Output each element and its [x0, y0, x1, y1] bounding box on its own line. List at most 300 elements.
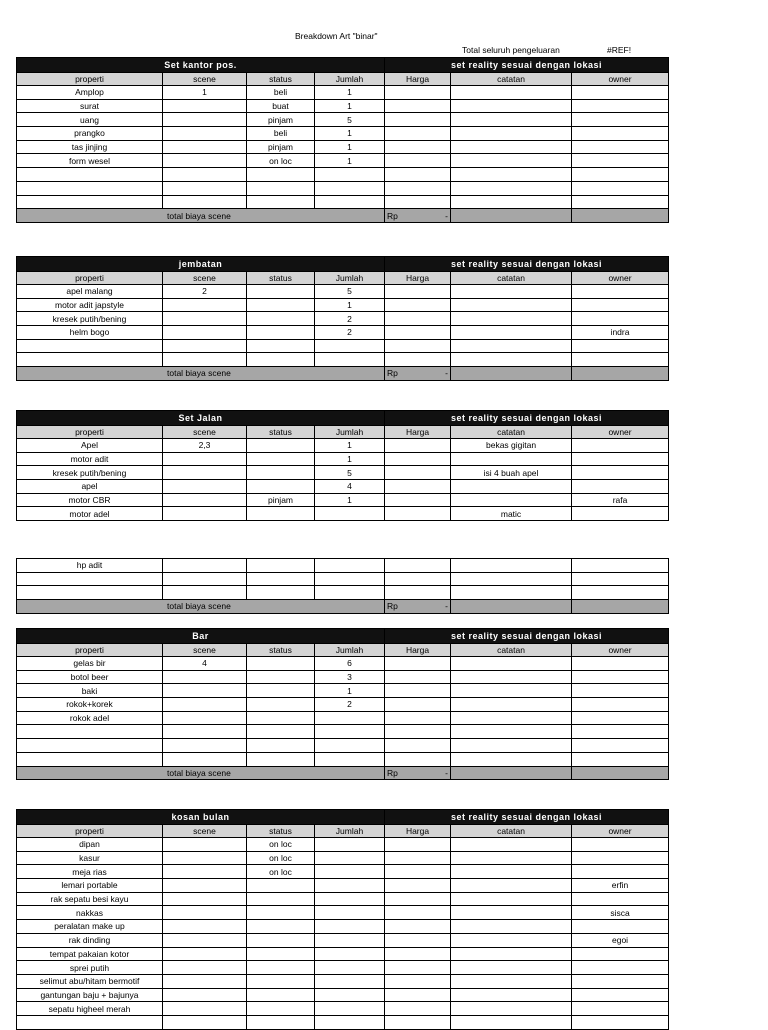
table-cell — [385, 312, 451, 326]
column-header: owner — [572, 426, 669, 439]
table-cell — [451, 920, 572, 934]
table-cell: baki — [17, 684, 163, 698]
table-row — [17, 739, 669, 753]
table-cell — [572, 684, 669, 698]
table-cell: nakkas — [17, 906, 163, 920]
table-cell — [572, 698, 669, 712]
amount-value: - — [445, 767, 449, 778]
table-cell — [572, 586, 669, 600]
table-cell — [247, 480, 315, 494]
table-cell: form wesel — [17, 154, 163, 168]
table-cell: kresek putih/bening — [17, 466, 163, 480]
table-cell — [451, 947, 572, 961]
reality-header: set reality sesuai dengan lokasi — [385, 411, 669, 426]
table-cell — [247, 298, 315, 312]
table-cell — [247, 657, 315, 671]
table-cell — [315, 974, 385, 988]
table-cell — [315, 739, 385, 753]
table-row — [17, 947, 669, 961]
table-cell: 1 — [315, 86, 385, 100]
column-header: Jumlah — [315, 272, 385, 285]
table-row — [17, 113, 669, 127]
table-cell — [385, 1002, 451, 1016]
table-cell — [247, 974, 315, 988]
table-cell: pinjam — [247, 140, 315, 154]
section-table — [16, 809, 669, 1030]
table-cell — [247, 752, 315, 766]
table-cell — [451, 154, 572, 168]
table-row — [17, 559, 669, 573]
table-cell: surat — [17, 99, 163, 113]
column-header: catatan — [451, 825, 572, 838]
table-cell — [572, 452, 669, 466]
amount-value: - — [445, 210, 449, 221]
table-cell: helm bogo — [17, 326, 163, 340]
table-cell: buat — [247, 99, 315, 113]
section-header-row — [17, 810, 669, 825]
table-cell — [572, 711, 669, 725]
column-header: Jumlah — [315, 73, 385, 86]
section-name: Set kantor pos. — [17, 58, 385, 73]
table-cell — [163, 181, 247, 195]
table-row — [17, 879, 669, 893]
table-cell — [572, 988, 669, 1002]
table-cell — [163, 920, 247, 934]
table-cell — [451, 353, 572, 367]
table-cell — [572, 947, 669, 961]
table-row — [17, 961, 669, 975]
table-row — [17, 698, 669, 712]
table-cell — [451, 1002, 572, 1016]
table-cell: rafa — [572, 493, 669, 507]
table-cell — [451, 879, 572, 893]
table-cell — [247, 168, 315, 182]
table-cell — [451, 168, 572, 182]
column-header-row — [17, 272, 669, 285]
table-row — [17, 99, 669, 113]
table-cell — [451, 312, 572, 326]
table-row — [17, 725, 669, 739]
table-cell — [315, 339, 385, 353]
table-cell — [163, 947, 247, 961]
table-cell — [315, 1002, 385, 1016]
table-cell — [315, 752, 385, 766]
table-cell — [385, 988, 451, 1002]
table-cell — [385, 711, 451, 725]
table-cell: Apel — [17, 439, 163, 453]
table-row — [17, 353, 669, 367]
table-cell — [315, 865, 385, 879]
table-cell — [247, 439, 315, 453]
table-cell — [247, 739, 315, 753]
table-cell: 5 — [315, 285, 385, 299]
table-cell — [17, 586, 163, 600]
table-cell — [247, 670, 315, 684]
document-title: Breakdown Art "binar" — [295, 31, 378, 41]
table-cell — [315, 906, 385, 920]
table-cell: 1 — [315, 439, 385, 453]
table-cell: tempat pakaian kotor — [17, 947, 163, 961]
table-cell — [247, 285, 315, 299]
table-cell — [385, 168, 451, 182]
table-cell — [163, 195, 247, 209]
table-cell — [247, 181, 315, 195]
table-cell — [451, 209, 572, 223]
table-cell — [451, 684, 572, 698]
rp-cell — [385, 766, 451, 780]
table-cell — [451, 181, 572, 195]
table-cell — [451, 739, 572, 753]
table-cell — [385, 181, 451, 195]
table-row — [17, 439, 669, 453]
column-header: scene — [163, 644, 247, 657]
table-row — [17, 168, 669, 182]
table-row — [17, 670, 669, 684]
table-cell: 1 — [315, 493, 385, 507]
table-cell — [385, 154, 451, 168]
currency-label: Rp — [387, 368, 398, 379]
table-cell: motor adit — [17, 452, 163, 466]
table-row — [17, 507, 669, 521]
column-header: properti — [17, 73, 163, 86]
table-cell — [385, 493, 451, 507]
table-cell — [163, 312, 247, 326]
column-header: properti — [17, 426, 163, 439]
currency-label: Rp — [387, 210, 398, 221]
table-cell — [451, 865, 572, 879]
table-cell — [572, 113, 669, 127]
table-cell — [572, 154, 669, 168]
table-cell — [451, 600, 572, 614]
table-cell — [572, 1002, 669, 1016]
table-cell — [163, 572, 247, 586]
table-row — [17, 466, 669, 480]
table-cell: tas jinjing — [17, 140, 163, 154]
table-cell — [163, 851, 247, 865]
table-cell — [17, 739, 163, 753]
column-header: Jumlah — [315, 825, 385, 838]
table-row — [17, 154, 669, 168]
column-header: owner — [572, 73, 669, 86]
table-row — [17, 298, 669, 312]
table-cell — [385, 466, 451, 480]
table-cell — [385, 140, 451, 154]
table-row — [17, 572, 669, 586]
table-cell — [247, 698, 315, 712]
table-cell — [451, 140, 572, 154]
table-cell — [163, 988, 247, 1002]
table-cell — [572, 439, 669, 453]
table-cell — [17, 168, 163, 182]
table-row — [17, 195, 669, 209]
table-row — [17, 312, 669, 326]
table-cell — [385, 559, 451, 573]
table-cell: 2,3 — [163, 439, 247, 453]
table-cell — [451, 851, 572, 865]
table-cell — [385, 1015, 451, 1029]
table-cell: egoi — [572, 933, 669, 947]
rp-cell — [385, 600, 451, 614]
table-cell — [163, 725, 247, 739]
table-cell: rak sepatu besi kayu — [17, 892, 163, 906]
table-cell: gelas bir — [17, 657, 163, 671]
table-row — [17, 181, 669, 195]
table-cell — [572, 466, 669, 480]
column-header: properti — [17, 825, 163, 838]
table-cell — [451, 113, 572, 127]
table-cell — [572, 168, 669, 182]
table-cell: 2 — [163, 285, 247, 299]
table-cell — [315, 1015, 385, 1029]
table-cell — [572, 339, 669, 353]
table-cell — [163, 1015, 247, 1029]
table-cell: beli — [247, 127, 315, 141]
table-cell — [315, 851, 385, 865]
table-cell — [163, 698, 247, 712]
table-cell — [451, 1015, 572, 1029]
total-expense-value: #REF! — [607, 45, 632, 55]
table-cell — [247, 1002, 315, 1016]
section-name: kosan bulan — [17, 810, 385, 825]
table-cell: sepatu higheel merah — [17, 1002, 163, 1016]
table-cell — [451, 298, 572, 312]
table-cell — [451, 974, 572, 988]
table-row — [17, 838, 669, 852]
table-cell — [163, 739, 247, 753]
table-cell — [572, 507, 669, 521]
table-cell — [163, 879, 247, 893]
table-cell — [385, 670, 451, 684]
table-cell: rokok adel — [17, 711, 163, 725]
table-cell: selimut abu/hitam bermotif — [17, 974, 163, 988]
table-cell — [451, 493, 572, 507]
table-cell — [385, 865, 451, 879]
table-cell — [385, 892, 451, 906]
table-cell — [163, 353, 247, 367]
table-cell — [451, 285, 572, 299]
table-cell — [572, 670, 669, 684]
column-header: catatan — [451, 426, 572, 439]
table-cell — [163, 892, 247, 906]
section-name: Bar — [17, 629, 385, 644]
column-header: scene — [163, 825, 247, 838]
table-cell — [451, 988, 572, 1002]
table-cell — [315, 195, 385, 209]
table-cell: dipan — [17, 838, 163, 852]
table-cell — [385, 99, 451, 113]
table-cell — [315, 920, 385, 934]
table-row — [17, 906, 669, 920]
table-cell — [451, 326, 572, 340]
table-cell — [385, 285, 451, 299]
table-cell — [572, 285, 669, 299]
column-header: status — [247, 644, 315, 657]
table-cell — [385, 725, 451, 739]
table-cell — [17, 181, 163, 195]
section-table — [16, 558, 669, 614]
column-header: properti — [17, 272, 163, 285]
table-cell — [163, 1002, 247, 1016]
table-row — [17, 933, 669, 947]
table-cell — [315, 181, 385, 195]
table-cell — [385, 113, 451, 127]
table-cell — [247, 339, 315, 353]
table-cell — [385, 739, 451, 753]
table-cell — [385, 298, 451, 312]
table-cell — [572, 209, 669, 223]
table-cell — [451, 670, 572, 684]
table-cell: sisca — [572, 906, 669, 920]
table-cell — [572, 181, 669, 195]
table-cell — [572, 920, 669, 934]
table-row — [17, 452, 669, 466]
table-cell — [163, 865, 247, 879]
table-cell — [247, 586, 315, 600]
table-cell — [385, 879, 451, 893]
table-cell — [572, 86, 669, 100]
column-header: owner — [572, 272, 669, 285]
table-cell: prangko — [17, 127, 163, 141]
table-cell — [385, 195, 451, 209]
table-cell: erfin — [572, 879, 669, 893]
table-cell — [315, 725, 385, 739]
table-cell: 1 — [315, 154, 385, 168]
table-cell: isi 4 buah apel — [451, 466, 572, 480]
table-cell — [163, 154, 247, 168]
table-row — [17, 684, 669, 698]
table-row — [17, 865, 669, 879]
table-cell — [385, 947, 451, 961]
amount-value: - — [445, 368, 449, 379]
table-row — [17, 851, 669, 865]
table-cell — [451, 452, 572, 466]
table-cell — [163, 298, 247, 312]
table-cell — [572, 140, 669, 154]
table-cell — [163, 684, 247, 698]
table-row — [17, 326, 669, 340]
table-cell — [451, 559, 572, 573]
table-cell: on loc — [247, 851, 315, 865]
table-cell — [451, 838, 572, 852]
table-row — [17, 892, 669, 906]
table-cell — [315, 168, 385, 182]
table-cell — [451, 892, 572, 906]
table-cell — [247, 452, 315, 466]
table-cell — [385, 586, 451, 600]
table-cell — [17, 353, 163, 367]
table-cell — [572, 739, 669, 753]
table-cell — [163, 961, 247, 975]
table-cell — [247, 684, 315, 698]
table-cell — [315, 507, 385, 521]
column-header: catatan — [451, 73, 572, 86]
table-cell: 2 — [315, 698, 385, 712]
table-cell: motor adel — [17, 507, 163, 521]
table-row — [17, 1015, 669, 1029]
table-cell: matic — [451, 507, 572, 521]
section-table — [16, 628, 669, 780]
table-cell — [451, 586, 572, 600]
table-cell — [163, 493, 247, 507]
table-cell — [247, 711, 315, 725]
table-cell — [163, 113, 247, 127]
table-cell: on loc — [247, 865, 315, 879]
table-cell: beli — [247, 86, 315, 100]
reality-header: set reality sesuai dengan lokasi — [385, 810, 669, 825]
column-header: owner — [572, 825, 669, 838]
table-cell — [163, 906, 247, 920]
column-header: Jumlah — [315, 644, 385, 657]
table-cell — [385, 974, 451, 988]
table-cell: meja rias — [17, 865, 163, 879]
table-cell — [451, 961, 572, 975]
table-cell — [385, 657, 451, 671]
table-cell — [17, 195, 163, 209]
table-cell: 1 — [315, 452, 385, 466]
table-cell: 6 — [315, 657, 385, 671]
table-cell: 1 — [315, 298, 385, 312]
table-cell — [247, 892, 315, 906]
reality-header: set reality sesuai dengan lokasi — [385, 257, 669, 272]
table-row — [17, 339, 669, 353]
table-cell — [163, 974, 247, 988]
column-header: catatan — [451, 644, 572, 657]
table-cell — [572, 838, 669, 852]
table-cell — [163, 326, 247, 340]
table-cell — [451, 339, 572, 353]
column-header-row — [17, 825, 669, 838]
table-cell: 5 — [315, 466, 385, 480]
total-label-cell: total biaya scene — [17, 367, 385, 381]
column-header: scene — [163, 272, 247, 285]
table-cell — [163, 339, 247, 353]
table-cell — [163, 507, 247, 521]
table-cell — [451, 933, 572, 947]
section-table — [16, 57, 669, 223]
table-cell: rak dinding — [17, 933, 163, 947]
section-name: Set Jalan — [17, 411, 385, 426]
table-cell: kresek putih/bening — [17, 312, 163, 326]
table-cell — [572, 195, 669, 209]
table-cell — [315, 988, 385, 1002]
table-row — [17, 493, 669, 507]
table-cell: pinjam — [247, 493, 315, 507]
currency-label: Rp — [387, 767, 398, 778]
table-cell — [17, 1015, 163, 1029]
table-cell — [451, 725, 572, 739]
table-cell — [163, 452, 247, 466]
column-header: Harga — [385, 73, 451, 86]
table-cell — [451, 99, 572, 113]
table-row — [17, 586, 669, 600]
total-row — [17, 209, 669, 223]
table-cell — [385, 838, 451, 852]
table-cell: motor CBR — [17, 493, 163, 507]
table-cell — [572, 752, 669, 766]
total-expense-label: Total seluruh pengeluaran — [462, 45, 560, 55]
table-cell: peralatan make up — [17, 920, 163, 934]
table-cell — [572, 865, 669, 879]
table-row — [17, 657, 669, 671]
table-cell — [163, 752, 247, 766]
column-header-row — [17, 644, 669, 657]
reality-header: set reality sesuai dengan lokasi — [385, 58, 669, 73]
table-cell: 4 — [315, 480, 385, 494]
section-header-row — [17, 629, 669, 644]
table-cell — [315, 961, 385, 975]
table-row — [17, 974, 669, 988]
table-row — [17, 988, 669, 1002]
